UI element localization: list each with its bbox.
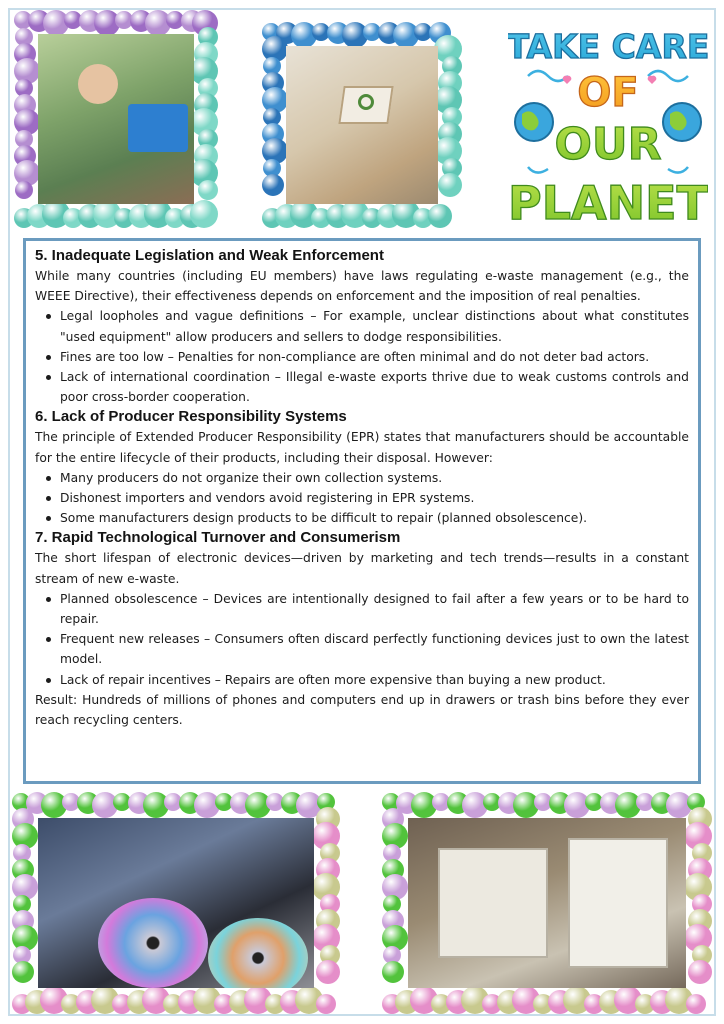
list-item: Lack of repair incentives – Repairs are often more expensive than buying a new product. [35, 670, 689, 690]
swirl-decoration [528, 71, 568, 81]
list-item: Legal loopholes and vague definitions – For example, unclear distinctions about what constitutes "used equipment" allow producers and sellers to dodge responsibilities. [35, 306, 689, 346]
section-intro: The principle of Extended Producer Responsibility (EPR) states that manufacturers should be accountable for the entire lifecycle of their products, including their disposal. However: [35, 430, 689, 465]
poster-line-of: OF [577, 70, 639, 116]
poster-illustration [508, 14, 708, 236]
list-item: Some manufacturers design products to be difficult to repair (planned obsolescence). [35, 508, 689, 528]
photo-frame-kids-recycling [14, 10, 218, 228]
compact-disc-icon [208, 918, 308, 988]
decorative-bubble [316, 960, 340, 984]
bullet-list [35, 306, 689, 407]
decorative-bubble [688, 960, 712, 984]
printer-icon [438, 848, 548, 958]
list-item: Dishonest importers and vendors avoid registering in EPR systems. [35, 488, 689, 508]
photo-image [408, 818, 686, 988]
poster-line-take-care: TAKE CARE [508, 27, 708, 66]
printer-icon [568, 838, 668, 968]
decorative-bubble [15, 181, 33, 199]
section-intro: While many countries (including EU members) have laws regulating e-waste management (e.g., the WEEE Directive), their effectiveness depends on enforcement and the imposition of real penalties. [35, 269, 689, 304]
decorative-bubble [382, 961, 404, 983]
list-item: Frequent new releases – Consumers often discard perfectly functioning devices just to own the latest model. [35, 629, 689, 669]
decorative-bubble [262, 174, 284, 196]
bullet-list [35, 589, 689, 690]
section-producer-responsibility [35, 407, 689, 528]
section-title: 7. Rapid Technological Turnover and Consumerism [35, 529, 401, 547]
decorative-bubble [438, 173, 462, 197]
decorative-bubble [198, 180, 218, 200]
poster-line-our: OUR [554, 119, 662, 170]
section-title: 5. Inadequate Legislation and Weak Enforcement [35, 247, 384, 264]
child-face [78, 64, 118, 104]
decorative-bubble [12, 961, 34, 983]
main-text-box [23, 238, 701, 784]
decorative-bubble [190, 200, 218, 228]
recycle-icon [358, 94, 374, 110]
heart-icon [648, 76, 657, 84]
list-item: Fines are too low – Penalties for non-compliance are often minimal and do not deter bad actors. [35, 347, 689, 367]
photo-frame-ewaste-discs [12, 792, 340, 1014]
bullet-list [35, 468, 689, 529]
decorative-bubble [686, 994, 706, 1014]
decorative-bubble [316, 994, 336, 1014]
photo-frame-discarded-printers [382, 792, 712, 1014]
decorative-bubble [428, 204, 452, 228]
section-legislation [35, 246, 689, 407]
list-item: Planned obsolescence – Devices are intentionally designed to fail after a few years or to be hard to repair. [35, 589, 689, 629]
photo-image [38, 34, 194, 204]
section-intro: The short lifespan of electronic devices—driven by marketing and tech trends—results in a constant stream of new e-waste. [35, 551, 689, 586]
photo-image [286, 46, 438, 204]
poster-line-planet: PLANET [508, 176, 708, 230]
photo-image [38, 818, 314, 988]
section-technological-turnover [35, 528, 689, 730]
compact-disc-icon [98, 898, 208, 988]
photo-frame-cardboard-packaging [262, 22, 462, 228]
recycle-bin-icon [128, 104, 188, 152]
take-care-of-our-planet-poster [508, 14, 708, 236]
section-title: 6. Lack of Producer Responsibility Systems [35, 408, 347, 426]
list-item: Lack of international coordination – Illegal e-waste exports thrive due to weak customs controls and poor cross-border cooperation. [35, 367, 689, 407]
list-item: Many producers do not organize their own collection systems. [35, 468, 689, 488]
heart-icon [563, 76, 572, 84]
section-result: Result: Hundreds of millions of phones and computers end up in drawers or trash bins before they ever reach recycling centers. [35, 692, 689, 728]
